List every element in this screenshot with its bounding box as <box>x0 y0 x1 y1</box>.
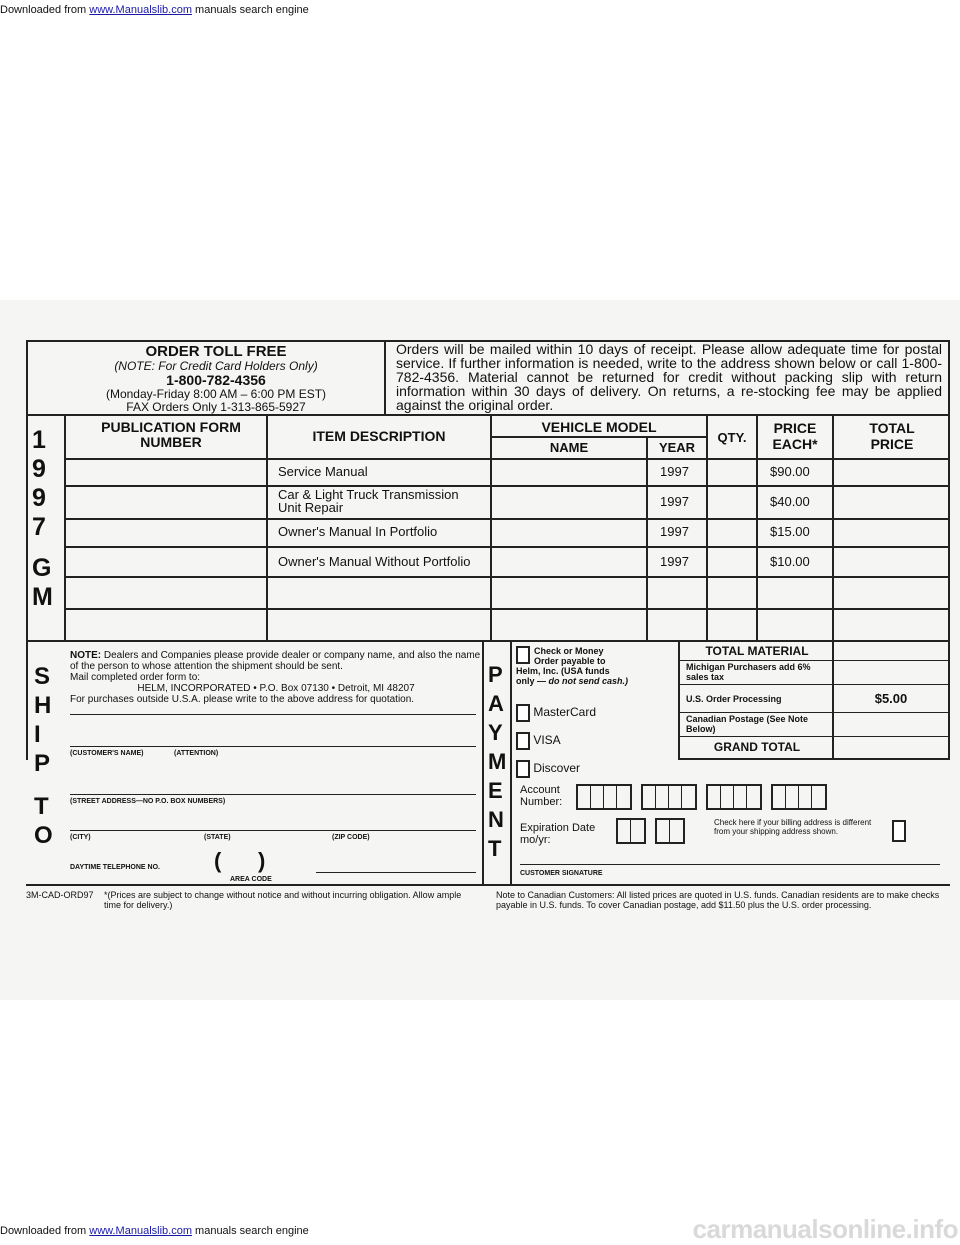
customer-signature-label: CUSTOMER SIGNATURE <box>520 870 603 877</box>
year-letters: 1 9 9 7 G M <box>32 426 53 611</box>
order-form <box>26 340 950 910</box>
row-item-4: Owner's Manual Without Portfolio <box>278 554 471 569</box>
col-vehicle-model: VEHICLE MODEL <box>541 419 657 435</box>
canadian-postage-label: Canadian Postage (See Note Below) <box>686 714 809 734</box>
order-toll-free-title: ORDER TOLL FREE <box>145 343 287 360</box>
account-label: Account Number: <box>520 784 563 808</box>
row-price-1: $90.00 <box>770 464 810 479</box>
ship-to-note: NOTE: Dealers and Companies please provide dealer or company name, and also the name of the person to whose attention the shipment should be sent. Mail completed order form to: HELM, INCORPORATED • P.O. Box 07130 • Detroit, MI 48207 For purchases outside U.S.A. please write to the above address for quotation. <box>70 650 481 705</box>
grand-total-label: GRAND TOTAL <box>713 740 801 754</box>
customer-name-label: (CUSTOMER'S NAME) <box>70 750 144 757</box>
manualslib-link[interactable]: www.Manualslib.com <box>89 4 192 16</box>
us-processing-value: $5.00 <box>874 691 908 706</box>
watermark: carmanualsonline.info <box>692 1214 958 1244</box>
prices-note: *(Prices are subject to change without notice and without incurring obligation. Allow ample time for delivery.) <box>104 890 462 910</box>
michigan-tax-label: Michigan Purchasers add 6% sales tax <box>686 662 811 682</box>
col-year: YEAR <box>658 440 696 455</box>
area-code-paren: ( ) <box>214 848 266 873</box>
download-header: Downloaded from www.Manualslib.com manuals search engine <box>0 4 309 16</box>
discover-checkbox[interactable] <box>516 760 530 778</box>
col-price-each: PRICE EACH* <box>772 420 818 452</box>
row-year-2: 1997 <box>660 494 689 509</box>
canadian-note: Note to Canadian Customers: All listed prices are quoted in U.S. funds. Canadian residents are to make checks payable in U.S. funds. To cover Canadian postage, add $11.50 plus the U.S. order processing. <box>496 890 940 910</box>
col-qty: QTY. <box>717 430 747 445</box>
row-price-2: $40.00 <box>770 494 810 509</box>
phone-label: DAYTIME TELEPHONE NO. <box>70 864 160 871</box>
state-label: (STATE) <box>204 834 231 841</box>
col-item-description: ITEM DESCRIPTION <box>312 428 446 444</box>
street-label: (STREET ADDRESS—NO P.O. BOX NUMBERS) <box>70 798 226 805</box>
check-checkbox[interactable] <box>516 646 530 664</box>
row-year-1: 1997 <box>660 464 689 479</box>
helm-address: HELM, INCORPORATED • P.O. Box 07130 • Detroit, MI 48207 <box>137 683 415 694</box>
row-price-4: $10.00 <box>770 554 810 569</box>
orders-info-text: Orders will be mailed within 10 days of receipt. Please allow adequate time for postal service. If further information is needed, write to the address shown below or call 1-800-782-4356. Material cannot be returned for credit without packing slip with return information within 30 days of delivery. On returns, a re-stocking fee may be applied against the original order. <box>396 341 942 413</box>
credit-card-note: (NOTE: For Credit Card Holders Only) <box>114 359 318 373</box>
toll-free-phone: 1-800-782-4356 <box>166 372 266 388</box>
total-material-label: TOTAL MATERIAL <box>705 644 809 658</box>
billing-address-checkbox[interactable] <box>892 820 906 842</box>
col-pub-form: PUBLICATION FORM NUMBER <box>101 419 241 450</box>
col-total-price: TOTAL PRICE <box>869 420 915 452</box>
form-code: 3M-CAD-ORD97 <box>26 890 94 900</box>
row-year-3: 1997 <box>660 524 689 539</box>
city-label: (CITY) <box>70 834 91 841</box>
manualslib-link-bottom[interactable]: www.Manualslib.com <box>89 1225 192 1237</box>
billing-address-note: Check here if your billing address is different from your shipping address shown. <box>714 818 872 836</box>
order-toll-free-block <box>66 344 366 414</box>
mastercard-checkbox[interactable] <box>516 704 530 722</box>
visa-option[interactable]: VISA <box>516 732 561 750</box>
order-hours: (Monday-Friday 8:00 AM – 6:00 PM EST) <box>105 387 327 401</box>
fax-number: FAX Orders Only 1-313-865-5927 <box>126 400 306 414</box>
attention-label: (ATTENTION) <box>174 750 219 757</box>
zip-label: (ZIP CODE) <box>332 834 370 841</box>
row-item-1: Service Manual <box>278 464 368 479</box>
expiration-label: Expiration Date mo/yr: <box>520 822 596 846</box>
discover-option[interactable]: Discover <box>516 760 580 778</box>
check-option[interactable]: Check or Money Order payable to Helm, Inc. (USA funds only — do not send cash.) <box>516 646 629 686</box>
mastercard-option[interactable]: MasterCard <box>516 704 596 722</box>
row-price-3: $15.00 <box>770 524 810 539</box>
ship-to-letters: S H I P T O <box>34 663 53 849</box>
download-footer: Downloaded from www.Manualslib.com manuals search engine <box>0 1225 309 1237</box>
visa-checkbox[interactable] <box>516 732 530 750</box>
payment-letters: P A Y M E N T <box>488 662 507 861</box>
row-item-3: Owner's Manual In Portfolio <box>278 524 438 539</box>
us-processing-label: U.S. Order Processing <box>686 694 782 704</box>
row-item-2: Car & Light Truck Transmission Unit Repair <box>278 487 459 515</box>
col-name: NAME <box>549 440 589 455</box>
expiration-boxes[interactable] <box>616 818 685 844</box>
area-code-label: AREA CODE <box>230 876 272 883</box>
account-number-boxes[interactable] <box>576 784 827 810</box>
row-year-4: 1997 <box>660 554 689 569</box>
